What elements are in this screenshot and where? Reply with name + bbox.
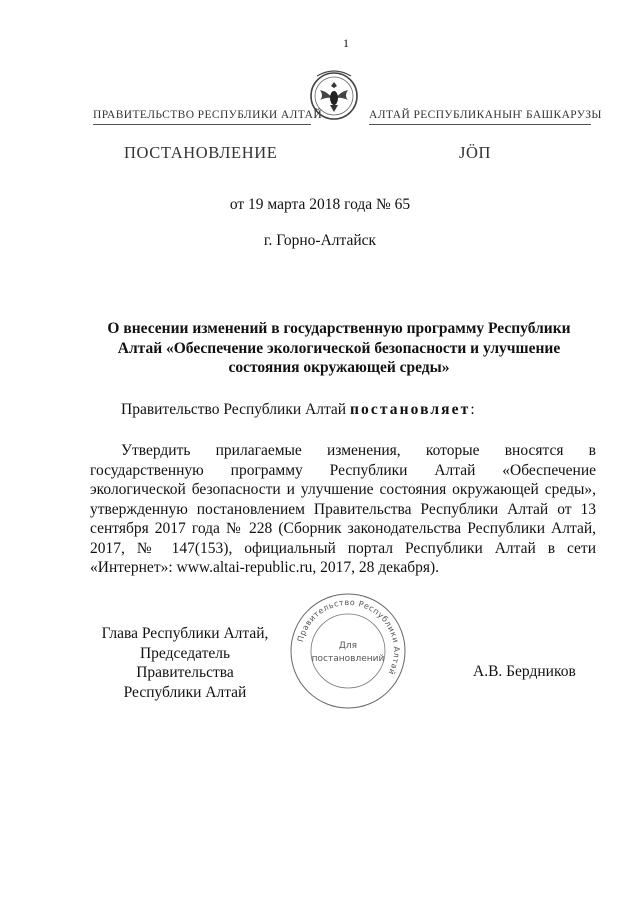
svg-text:Правительство Республики Алтай bbox=[296, 598, 401, 676]
signatory-line-1: Глава Республики Алтай, bbox=[101, 625, 269, 642]
page-number: 1 bbox=[343, 36, 349, 50]
stamp-center-line-2: постановлений bbox=[311, 654, 385, 664]
header-rule-left bbox=[93, 124, 311, 125]
signatory-name: А.В. Бердников bbox=[473, 663, 576, 680]
body-paragraph: Утвердить прилагаемые изменения, которые вносятся в государственную программу Республики Алтай «Обеспечение экологической безопасности и улучшение состояния окружающей среды», утвержденную постановлением Правительства Республики Алтай от 13 сентября 2017 года № 228 (Сборник законодательства Республики Алтай, 2017, № 147(153), официальный портал Республики Алтай в сети «Интернет»: www.altai-republic.ru, 2017, 28 декабря). bbox=[90, 442, 596, 576]
stamp-center-line-1: Для bbox=[338, 641, 358, 651]
signatory-line-2: Председатель Правительства bbox=[136, 644, 234, 681]
city-line: г. Горно-Алтайск bbox=[263, 232, 377, 249]
preamble-verb: постановляет bbox=[349, 401, 471, 418]
signatory-position bbox=[90, 624, 280, 702]
official-stamp bbox=[287, 590, 409, 712]
header-left-text: ПРАВИТЕЛЬСТВО РЕСПУБЛИКИ АЛТАЙ bbox=[93, 109, 323, 121]
stamp-ring-text: Правительство Республики Алтай bbox=[295, 597, 402, 677]
doc-type-ru: ПОСТАНОВЛЕНИЕ bbox=[124, 143, 278, 162]
preamble-lead: Правительство Республики Алтай bbox=[121, 401, 350, 418]
document-title: О внесении изменений в государственную программу Республики Алтай «Обеспечение экологической безопасности и улучшение состояния окружающей среды» bbox=[107, 320, 571, 376]
header-right-text: АЛТАЙ РЕСПУБЛИКАНЫҤ БАШКАРУЗЫ bbox=[369, 109, 602, 121]
date-line: от 19 марта 2018 года № 65 bbox=[229, 196, 411, 213]
doc-type-alt: ЈӦП bbox=[459, 143, 492, 162]
header-rule-right bbox=[369, 124, 591, 125]
signatory-line-3: Республики Алтай bbox=[123, 683, 247, 701]
preamble bbox=[121, 401, 475, 419]
preamble-end: : bbox=[470, 401, 475, 418]
